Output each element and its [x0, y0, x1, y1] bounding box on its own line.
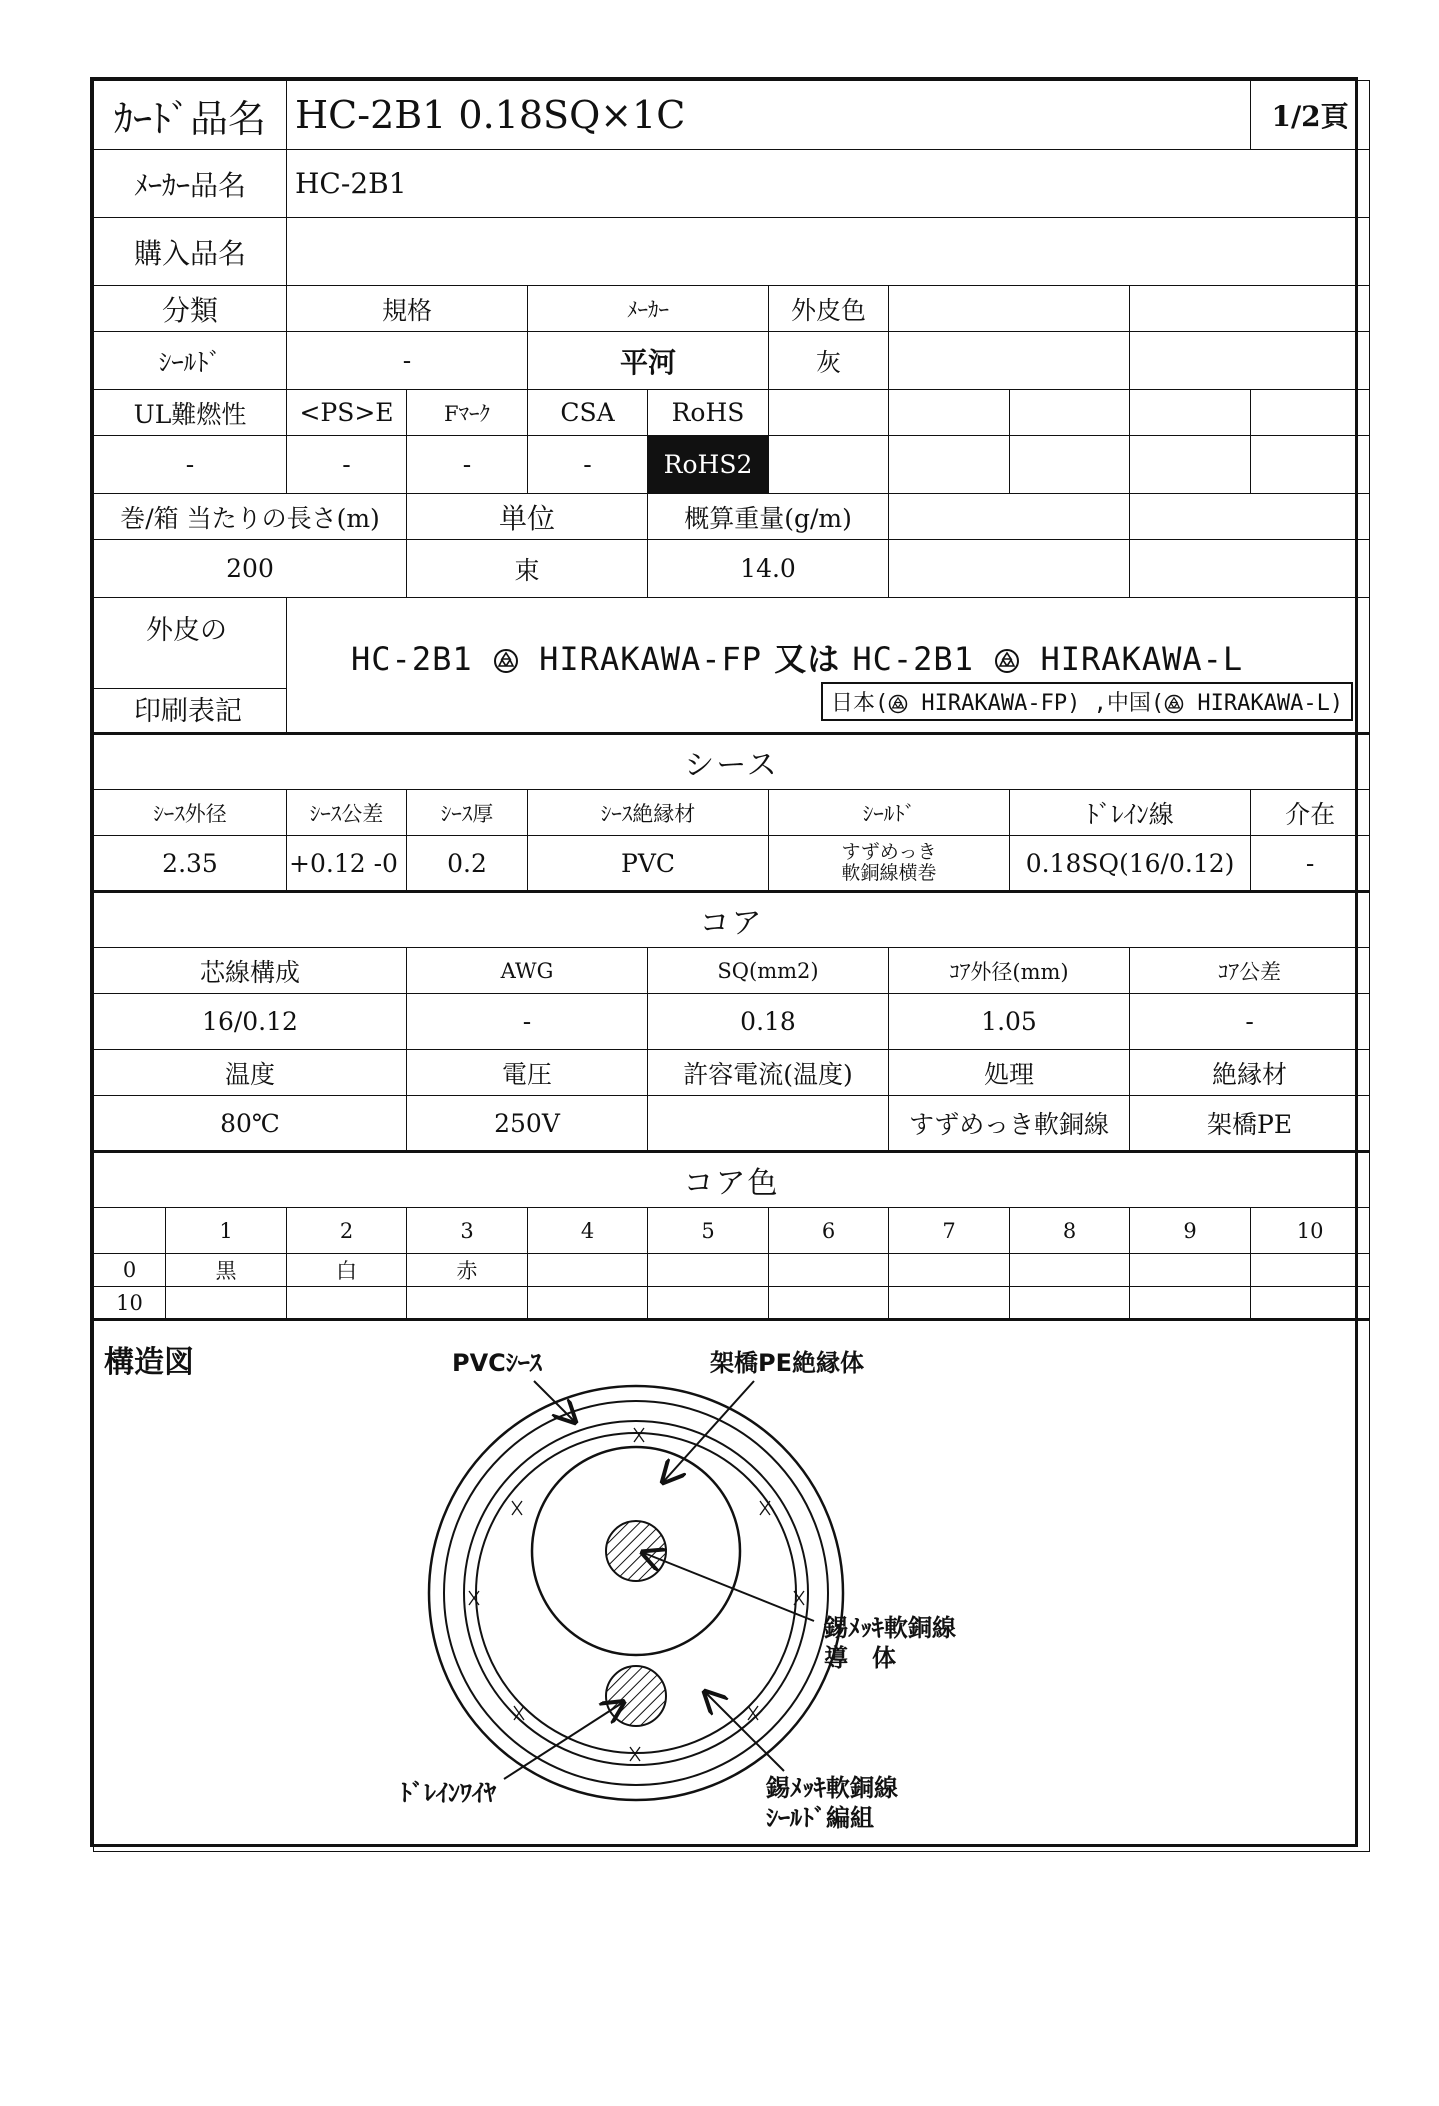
color-cell [528, 1287, 648, 1320]
sheath-thickness-label: ｼｰｽ厚 [407, 790, 528, 836]
label-insulation: 架橋PE絶縁体 [710, 1349, 864, 1377]
awg-label: AWG [407, 948, 648, 994]
color-row-label: 0 [94, 1254, 166, 1287]
blank-cell [1130, 436, 1251, 494]
marking-text: HIRAKAWA-L [1020, 640, 1244, 678]
blank-cell [769, 390, 889, 436]
color-cell [1010, 1287, 1130, 1320]
length-label: 巻/箱 当たりの長さ(m) [94, 494, 407, 540]
diagram-title: 構造図 [104, 1345, 194, 1380]
recycle-mark-icon [888, 694, 908, 714]
sheath-insulation-value: PVC [528, 836, 769, 892]
awg-value: - [407, 994, 648, 1050]
marking-text: 又は [762, 640, 853, 678]
color-cell: 黒 [166, 1254, 287, 1287]
treatment-value: すずめっき軟銅線 [889, 1096, 1130, 1152]
core-tolerance-value: - [1130, 994, 1370, 1050]
unit-value: 束 [407, 540, 648, 598]
treatment-label: 処理 [889, 1050, 1130, 1096]
color-cell: 赤 [407, 1254, 528, 1287]
marking-text: 日本( [830, 691, 889, 716]
marking-value-cell [287, 598, 1370, 734]
conductor [606, 1521, 666, 1581]
core-color-section-title: コア色 [94, 1152, 1370, 1208]
csa-label: CSA [528, 390, 648, 436]
label-conductor-2: 導 体 [824, 1644, 896, 1672]
core-od-label: ｺｱ外径(mm) [889, 948, 1130, 994]
drain-wire-label: ﾄﾞﾚｲﾝ線 [1010, 790, 1251, 836]
blank-cell [1010, 390, 1130, 436]
color-col-header: 10 [1251, 1208, 1370, 1254]
sq-value: 0.18 [648, 994, 889, 1050]
color-cell: 白 [287, 1254, 407, 1287]
insulation-label: 絶縁材 [1130, 1050, 1370, 1096]
weight-label: 概算重量(g/m) [648, 494, 889, 540]
label-drain-wire: ﾄﾞﾚｲﾝﾜｲﾔ [400, 1779, 496, 1807]
color-col-header: 1 [166, 1208, 287, 1254]
purchase-name-label: 購入品名 [94, 218, 287, 286]
unit-label: 単位 [407, 494, 648, 540]
color-col-header: 5 [648, 1208, 769, 1254]
blank-cell [889, 332, 1130, 390]
spec-table [93, 80, 1370, 1852]
class-label: 分類 [94, 286, 287, 332]
ps-e-label: <PS>E [287, 390, 407, 436]
ul-flame-value: - [94, 436, 287, 494]
filler-value: - [1251, 836, 1370, 892]
sheath-section-title: シース [94, 734, 1370, 790]
maker-value: 平河 [528, 332, 769, 390]
maker-name-value: HC-2B1 [287, 150, 1370, 218]
color-cell [166, 1287, 287, 1320]
sheath-od-value: 2.35 [94, 836, 287, 892]
marking-text: HIRAKAWA-FP [518, 640, 763, 678]
structure-diagram [94, 1321, 1369, 1851]
marking-line-2 [821, 682, 1353, 721]
color-cell [1130, 1254, 1251, 1287]
marking-text: HIRAKAWA-FP) ,中国( [908, 691, 1165, 716]
blank-cell [1130, 540, 1370, 598]
sheath-tolerance-value: +0.12 -0 [287, 836, 407, 892]
f-mark-label: Fﾏｰｸ [407, 390, 528, 436]
color-col-header: 6 [769, 1208, 889, 1254]
blank-cell [1010, 436, 1130, 494]
color-cell [769, 1254, 889, 1287]
temperature-label: 温度 [94, 1050, 407, 1096]
blank-cell [1130, 390, 1251, 436]
card-name-label: ｶｰﾄﾞ品名 [94, 81, 287, 150]
marking-label-top: 外皮の [146, 615, 227, 646]
label-pvc-sheath: PVCｼｰｽ [452, 1349, 542, 1377]
blank-cell [1130, 332, 1370, 390]
color-cell [1010, 1254, 1130, 1287]
voltage-label: 電圧 [407, 1050, 648, 1096]
filler-label: 介在 [1251, 790, 1370, 836]
outer-sheath-inner [444, 1401, 828, 1785]
ul-flame-label: UL難燃性 [94, 390, 287, 436]
color-cell [889, 1287, 1010, 1320]
drain-wire [606, 1666, 666, 1726]
color-col-header: 9 [1130, 1208, 1251, 1254]
temperature-value: 80℃ [94, 1096, 407, 1152]
allowable-current-label: 許容電流(温度) [648, 1050, 889, 1096]
color-cell [648, 1287, 769, 1320]
color-col-header: 2 [287, 1208, 407, 1254]
maker-label: ﾒｰｶｰ [528, 286, 769, 332]
sheath-od-label: ｼｰｽ外径 [94, 790, 287, 836]
recycle-mark-icon [493, 648, 519, 674]
cable-cross-section [94, 1321, 1356, 1851]
color-cell [1251, 1254, 1370, 1287]
recycle-mark-icon [994, 648, 1020, 674]
ps-e-value: - [287, 436, 407, 494]
blank-cell [889, 390, 1010, 436]
marking-text: HC-2B1 [852, 640, 995, 678]
standard-label: 規格 [287, 286, 528, 332]
rohs-label: RoHS [648, 390, 769, 436]
blank-cell [889, 436, 1010, 494]
blank-cell [889, 494, 1130, 540]
page-number: 1/2頁 [1251, 81, 1370, 150]
color-cell [889, 1254, 1010, 1287]
insulation-value: 架橋PE [1130, 1096, 1370, 1152]
color-col-header: 8 [1010, 1208, 1130, 1254]
shield-label: ｼｰﾙﾄﾞ [769, 790, 1010, 836]
blank-cell [1130, 494, 1370, 540]
color-cell [769, 1287, 889, 1320]
core-od-value: 1.05 [889, 994, 1130, 1050]
core-tolerance-label: ｺｱ公差 [1130, 948, 1370, 994]
sheath-insulation-label: ｼｰｽ絶縁材 [528, 790, 769, 836]
marking-text: HIRAKAWA-L) [1184, 691, 1344, 716]
color-row-label: 10 [94, 1287, 166, 1320]
weight-value: 14.0 [648, 540, 889, 598]
blank-cell [1251, 436, 1370, 494]
sheath-color-value: 灰 [769, 332, 889, 390]
card-name-value: HC-2B1 0.18SQ×1C [287, 81, 1251, 150]
blank-cell [769, 436, 889, 494]
marking-label-bottom: 印刷表記 [134, 696, 242, 727]
blank-cell [1130, 286, 1370, 332]
label-conductor-1: 錫ﾒｯｷ軟銅線 [824, 1614, 956, 1642]
sheath-color-label: 外皮色 [769, 286, 889, 332]
purchase-name-value [287, 218, 1370, 286]
blank-cell [889, 540, 1130, 598]
color-cell [528, 1254, 648, 1287]
color-cell [287, 1287, 407, 1320]
conductor-construction-value: 16/0.12 [94, 994, 407, 1050]
marking-line-1 [351, 634, 1243, 680]
marking-label-cell [94, 598, 287, 734]
color-cell [1130, 1287, 1251, 1320]
length-value: 200 [94, 540, 407, 598]
maker-name-label: ﾒｰｶｰ品名 [94, 150, 287, 218]
sq-label: SQ(mm2) [648, 948, 889, 994]
rohs-value: RoHS2 [648, 436, 769, 494]
spec-sheet [90, 77, 1358, 1847]
color-cell [1251, 1287, 1370, 1320]
allowable-current-value [648, 1096, 889, 1152]
shield-value-line-2: 軟銅線横巻 [841, 862, 937, 884]
voltage-value: 250V [407, 1096, 648, 1152]
core-section-title: コア [94, 892, 1370, 948]
standard-value: - [287, 332, 528, 390]
recycle-mark-icon [1164, 694, 1184, 714]
sheath-tolerance-label: ｼｰｽ公差 [287, 790, 407, 836]
color-cell [407, 1287, 528, 1320]
structure-diagram-cell [94, 1320, 1370, 1852]
f-mark-value: - [407, 436, 528, 494]
class-value: ｼｰﾙﾄﾞ [94, 332, 287, 390]
blank-cell [889, 286, 1130, 332]
color-col-header: 3 [407, 1208, 528, 1254]
marking-text: HC-2B1 [351, 640, 493, 678]
blank-cell [94, 1208, 166, 1254]
blank-cell [1251, 390, 1370, 436]
color-col-header: 7 [889, 1208, 1010, 1254]
label-shield-2: ｼｰﾙﾄﾞ編組 [766, 1804, 874, 1832]
label-shield-1: 錫ﾒｯｷ軟銅線 [766, 1774, 898, 1802]
shield-value-line-1: すずめっき [841, 841, 937, 863]
shield-value [769, 836, 1010, 892]
conductor-construction-label: 芯線構成 [94, 948, 407, 994]
color-col-header: 4 [528, 1208, 648, 1254]
color-cell [648, 1254, 769, 1287]
sheath-thickness-value: 0.2 [407, 836, 528, 892]
csa-value: - [528, 436, 648, 494]
drain-wire-value: 0.18SQ(16/0.12) [1010, 836, 1251, 892]
